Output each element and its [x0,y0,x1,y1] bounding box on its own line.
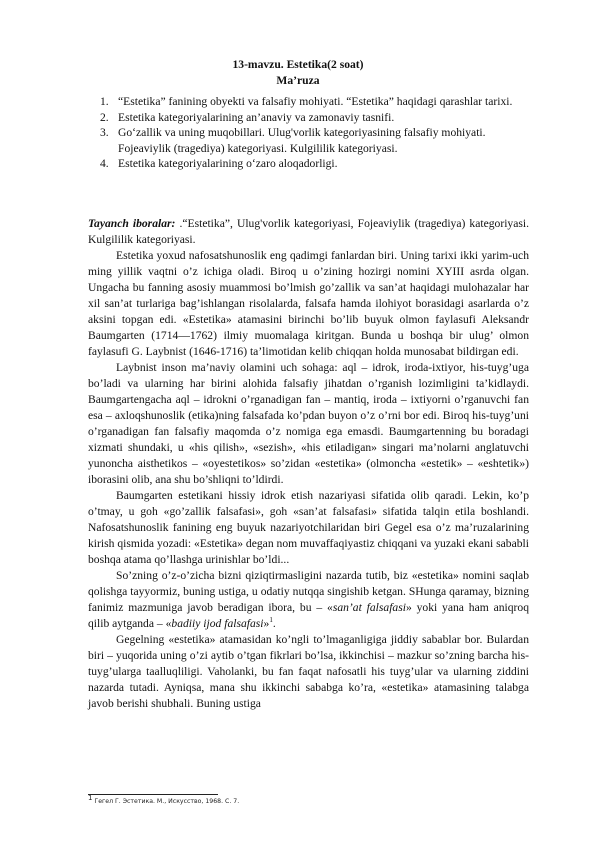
italic-term: badiiy ijod falsafasi [171,617,264,630]
plan-item-text: “Estetika” fanining obyekti va falsafiy mohiyati. “Estetika” haqidagi qarashlar tarixi. [118,95,513,108]
plan-item [88,125,528,156]
keywords-paragraph [88,216,529,248]
plan-item-number: 2. [100,110,109,124]
italic-term: san’at falsafasi [332,601,406,614]
plan-item-text: Go‘zallik va uning muqobillari. Ulug'vorlik kategoriyasining falsafiy mohiyati. Fojeaviylik (tragediya) kategoriyasi. Kulgililik kategoriyasi. [118,126,486,155]
keywords-label: Tayanch iboralar: [88,217,176,230]
paragraph-text: » yoki yana ham aniqroq qilib aytganda – « [88,601,530,630]
paragraph: Laybnist inson ma’naviy olamini uch sohaga: aql – idrok, iroda-ixtiyor, his-tuyg’uga bo’ladi va ularning har birini alohida falsafiy jihatdan o’rganish lozimligini ta’kidlaydi. Baumgartengacha aql – idrokni o’rganadigan fan – mantiq, iroda – ixtiyorni o’rganuvchi fan esa – axloqshunoslik (etika)ning falsafada ko’pdan buyon o’z o’rni bor edi. Biroq his-tuyg’uni o’rganadigan fan falsafiy maqomda o’z nomiga ega emasdi. Baumgartenning bu boradagi xizmati shundaki, u «his qilish», «sezish», «his etiladigan» singari ma’nolarni anglatuvchi yunoncha aisthetikos – «oyestetikos» so’zidan «estetika» (olmoncha «estetik» – «eshtetik») iborasini olib, ana shu bo’shliqni to’ldirdi. [88,361,529,486]
lecture-body [88,216,529,712]
topic-plan-list [88,94,528,172]
paragraph-text: » [263,617,270,630]
plan-item-number: 4. [100,157,109,171]
paragraph-text: So’zning o’z-o’zicha bizni qiziqtirmasligini nazarda tutib, biz «estetika» nomini saqlab qolishga tayyormiz, buning ustiga, u odatiy nutqqa singishib ketgan. SHunga qaramay, bizning fanimiz mazmuniga javob beradigan ibora, bu – « [88,569,529,614]
footnote-mark: 1 [88,794,93,802]
footnote-separator [88,794,218,795]
plan-item [88,156,528,172]
footnote-reference[interactable]: 1 [269,616,273,625]
plan-item-number: 3. [100,126,109,140]
plan-item [88,94,528,110]
footnote [88,794,528,806]
paragraph: Estetika yoxud nafosatshunoslik eng qadimgi fanlardan biri. Uning tarixi ikki yarim-uch ming yillik vaqtni o’z ichiga oladi. Biroq u o’zining hozirgi nomini XYIII asrda olgan. Ungacha bu fanning asosiy muammosi bo’lmish go’zallik va san’at haqidagi mulohazalar har xil san’at turlariga bag’ishlangan risolalarda, falsafa hamda ilohiyot borasidagi asarlarda o’z aksini topgan edi. «Estetika» atamasini birinchi bo’lib buyuk olmon faylasufi Aleksandr Baumgarten (1714—1762) ilmiy muomalaga kiritgan. Bunda u boshqa bir ulug’ olmon faylasufi G. Laybnist (1646-1716) ta’limotidan kelib chiqqan holda munosabat bildirgan edi. [88,249,529,358]
plan-item-number: 1. [100,95,109,108]
paragraph [88,568,529,632]
plan-item-text: Estetika kategoriyalarining an’anaviy va zamonaviy tasnifi. [118,110,395,124]
keywords-text: .“Estetika”, Ulug'vorlik kategoriyasi, Fojeaviylik (tragediya) kategoriyasi. Kulgililik kategoriyasi. [88,217,529,246]
lecture-subtitle: Ma’ruza [276,74,320,87]
paragraph: Baumgarten estetikani hissiy idrok etish nazariyasi sifatida olib qaradi. Lekin, ko’p o’tmay, u goh «go’zallik falsafasi», goh «san’at falsafasi» sifatida talqin etila boshlandi. Nafosatshunoslik fanining eng buyuk nazariyotchilaridan biri Gegel esa o’z ma’ruzalarining kirish qismida yozadi: «Estetika» degan nom muvaffaqiyastiz chiqqani va yuzaki ekani sababli boshqa atama qo’llashga urinishlar bo’ldi... [88,489,529,566]
plan-item-text: Estetika kategoriyalarining o‘zaro aloqadorligi. [118,157,338,171]
footnote-text: Гегел Г. Эстетика. М., Искусство, 1968. С. 7. [92,798,240,806]
lecture-title: 13-mavzu. Estetika(2 soat) [232,58,364,71]
paragraph: Gegelning «estetika» atamasidan ko’ngli to’lmaganligiga jiddiy sabablar bor. Bulardan biri – yuqorida uning o’zi aytib o’tgan fikrlari bo’lsa, ikkinchisi – mazkur so’zning barcha his-tuyg’ularga taalluqliligi. Vaholanki, bu fan faqat nafosatli his tuyg’ular va ularning ziddini nazarda tutadi. Ayniqsa, mana shu ikkinchi sababga ko’ra, «estetika» atamasining talabga javob berishi shubhali. Buning ustiga [88,633,529,710]
plan-item [88,110,528,126]
paragraph-text: . [272,617,276,630]
